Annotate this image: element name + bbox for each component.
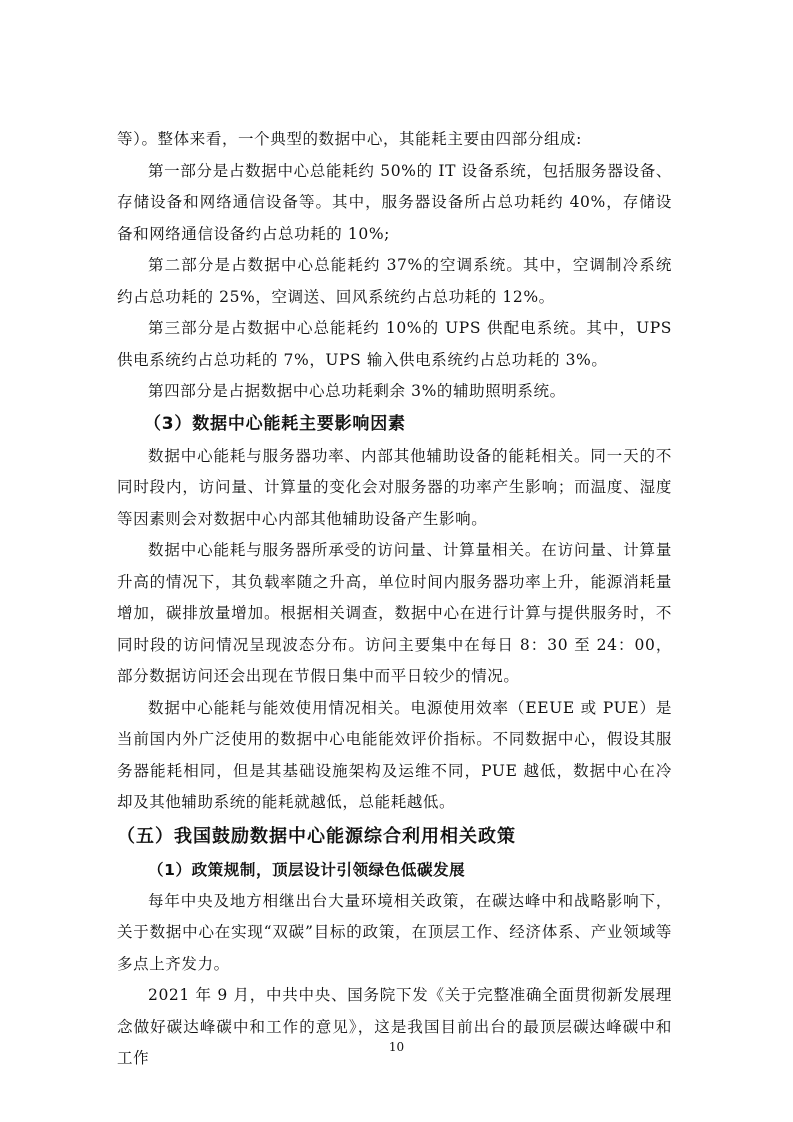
paragraph-policy-overview: 每年中央及地方相继出台大量环境相关政策，在碳达峰中和战略影响下，关于数据中心在实现“双碳”目标的政策，在顶层工作、经济体系、产业领域等多点上齐发力。 [117,891,672,973]
paragraph-part-four: 第四部分是占据数据中心总功耗剩余 3%的辅助照明系统。 [148,382,566,400]
page-content [117,124,672,1075]
page-number: 10 [388,1040,405,1054]
paragraph-part-three: 第三部分是占数据中心总能耗约 10%的 UPS 供配电系统。其中，UPS 供电系统约占总功耗的 7%，UPS 输入供电系统约占总功耗的 3%。 [117,319,672,369]
paragraph-server-power: 数据中心能耗与服务器功率、内部其他辅助设备的能耗相关。同一天的不同时段内，访问量、计算量的变化会对服务器的功率产生影响；而温度、湿度等因素则会对数据中心内部其他辅助设备产生影响。 [117,446,672,528]
paragraph-part-two: 第二部分是占数据中心总能耗约 37%的空调系统。其中，空调制冷系统约占总功耗的 25%，空调送、回风系统约占总功耗的 12%。 [117,256,672,306]
heading-policy-regulation: （1）政策规制，顶层设计引领绿色低碳发展 [148,860,466,879]
heading-energy-factors: （3）数据中心能耗主要影响因素 [144,413,406,434]
paragraph-policy-2021: 2021 年 9 月，中共中央、国务院下发《关于完整准确全面贯彻新发展理念做好碳达峰碳中和工作的意见》，这是我国目前出台的最顶层碳达峰碳中和工作 [117,986,672,1067]
paragraph-pue: 数据中心能耗与能效使用情况相关。电源使用效率（EEUE 或 PUE）是当前国内外广泛使用的数据中心电能能效评价指标。不同数据中心，假设其服务器能耗相同，但是其基础设施架构及运维不同，PUE 越低，数据中心在冷却及其他辅助系统的能耗就越低，总能耗越低。 [117,698,672,811]
paragraph-access-volume: 数据中心能耗与服务器所承受的访问量、计算量相关。在访问量、计算量升高的情况下，其负载率随之升高，单位时间内服务器功率上升，能源消耗量增加，碳排放量增加。根据相关调查，数据中心在进行计算与提供服务时，不同时段的访问情况呈现波态分布。访问主要集中在每日 8：30 至 24：00，部分数据访问还会出现在节假日集中而平日较少的情况。 [117,541,672,685]
paragraph-continuation: 等）。整体来看，一个典型的数据中心，其能耗主要由四部分组成: [117,130,582,148]
heading-policy-section: （五）我国鼓励数据中心能源综合利用相关政策 [117,825,516,847]
paragraph-part-one: 第一部分是占数据中心总能耗约 50%的 IT 设备系统，包括服务器设备、存储设备和网络通信设备等。其中，服务器设备所占总功耗约 40%，存储设备和网络通信设备约占总功耗的 10%; [117,161,672,243]
